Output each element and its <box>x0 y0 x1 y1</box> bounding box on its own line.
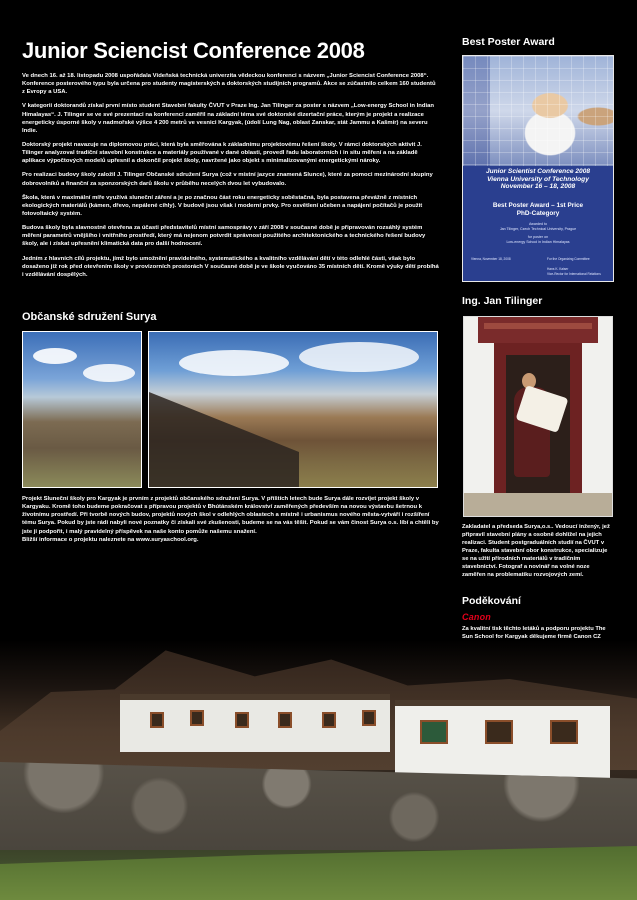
poster-for: for poster on <box>527 235 549 239</box>
window <box>420 720 448 744</box>
poster-award <box>463 202 613 218</box>
mountain-shadow <box>149 392 299 488</box>
award-title: Best Poster Award <box>462 36 555 48</box>
section-title-surya: Občanské sdružení Surya <box>22 311 157 323</box>
poster-award-line: Best Poster Award – 1st Price <box>492 202 584 209</box>
article-paragraph: Pro realizaci budovy školy založil J. Tilinger Občanské sdružení Surya (což v místní jazyce znamená Slunce), které za pomoci mezinárodní skupiny dobrovolníků a finanční za sponzorských darů školu v průběhu necelých dvou let vybudovalo. <box>22 172 433 187</box>
door-lintel <box>478 317 598 343</box>
poster-grid <box>463 56 613 166</box>
thanks-text: Za kvalitní tisk těchto letáků a podporu projektu The Sun School for Kargyak děkujeme firmě Canon CZ <box>462 626 606 640</box>
article-body <box>22 72 440 285</box>
poster-place-date: Vienna, November 18, 2008 <box>471 257 511 261</box>
window <box>278 712 292 728</box>
cloud-shape <box>179 350 289 376</box>
poster-event-line: Junior Scientist Conference 2008 <box>485 168 591 175</box>
poster-event-line: Vienna University of Technology <box>487 175 589 183</box>
stone-steps <box>464 493 612 517</box>
door-lintel <box>484 323 592 329</box>
poster-topic: Low-energy School in Indian Himalayas <box>506 240 570 244</box>
article-paragraph: Škola, která v maximální míře využívá sluneční záření a je po značnou část roku energeticky soběstačná, byla postavena převážně z místních ekologických materiálů (kámen, dřevo, nepálené cihly). V budově jsou však i moderní prvky. Pro osvětlení učeben a napájení počítačů je použit fotovoltaický systém. <box>22 194 423 217</box>
article-paragraph: Doktorský projekt navazuje na diplomovou práci, která byla směřována k základnímu projektovému řešení školy. V rámci doktorských aktivit J. Tilinger analyzoval tradiční stavební konstrukce a materiály používané v dané oblasti, provedl řadu laboratorních i in situ měření a na základě aplikace výpočtových modelů upřesnil a dokončil projekt školy, navržené jako objekt s minimalizovanými energetickými nároky. <box>22 141 422 165</box>
person-title: Ing. Jan Tilinger <box>462 295 543 307</box>
window <box>322 712 336 728</box>
cloud-shape <box>299 342 419 372</box>
surya-paragraph: Projekt Sluneční školy pro Kargyak je prvním z projektů občanského sdružení Surya. V příštích letech bude Surya dále rozvíjet projekt školy v Kargyaku. Kromě toho budeme pokračovat s přípravou projektů v Bhútánském království zaměřených především na novou výstavbu šetrnou k životnímu prostředí. Při tvorbě nových budov, projektů nových škol v odlehlých oblastech a místně i urbanismus nového města-vytváří i rozšíření tému Surya. Pokud by jste rádi nabyli nové poznatky či získali své zkušenosti, budeme se na vás těšit. Pokud se vám činost Surya o.s. líbí a chtěli by jste ji podpořit, i malý pravidelný příspěvek na naše konto pomůže našemu snažení. Bližší informace o projektu naleznete na www.suryaschool.org. <box>22 496 439 543</box>
thanks-title: Poděkování <box>462 595 521 607</box>
window <box>150 712 164 728</box>
wall <box>582 317 612 517</box>
award-certificate <box>462 55 614 282</box>
wall <box>464 317 494 517</box>
poster-awardee: Jan Tilinger, Czech Technical University, Prague <box>499 227 577 231</box>
article-paragraph: Ve dnech 16. až 18. listopadu 2008 uspořádala Vídeňská technická univerzita vědeckou konferenci s názvem „Junior Sciencist Conference 2008“. Konference posterového typu byla určena pro studenty magisterských a doktorských studijních programů. Akce se zúčastnilo celkem 160 studentů z Evropy a USA. <box>22 73 436 96</box>
article-paragraph: V kategorii doktorandů získal první místo student Stavební fakulty ČVUT v Praze Ing. Jan Tilinger za poster s názvem „Low-energy School in Indian Himalayas“. J. Tilinger se ve své prezentaci na konferenci zaměřil na základní téma své doktorské dizertační práce, kterým je projekt a realizace energeticky úsporné školy v nadmořské výšce 4 200 metrů ve vesnici Kargyak, (údolí Lung Nag, oblast Zanskar, stát Jammu a Kašmír) na severu Indie. <box>22 103 434 134</box>
valley-photo <box>22 331 142 488</box>
poster-signer-role: Vice-Rector for International Relations <box>547 272 601 276</box>
window <box>485 720 513 744</box>
poster-event <box>463 168 613 191</box>
poster-award-line: PhD-Category <box>516 210 560 217</box>
poster-awarded-to: Awarded to <box>528 222 548 226</box>
mountain-photo <box>148 331 438 488</box>
cloud-shape <box>83 364 135 382</box>
poster-event-line: November 16 – 18, 2008 <box>500 183 576 191</box>
person-photo <box>463 316 613 517</box>
school-photo <box>0 640 637 900</box>
window <box>550 720 578 744</box>
canon-logo: Canon <box>462 612 491 622</box>
cloud-shape <box>33 348 77 364</box>
poster-signer: Hans K. Kaiser <box>547 267 569 271</box>
window <box>362 710 376 726</box>
article-paragraph: Jedním z hlavních cílů projektu, jímž bylo umožnění pravidelného, systematického a kvalitního vzdělávání dětí v této odlehlé části, však bylo dosaženo již rok před otevřením školy v provizorních prostorách V současné době je ve škole vyučováno 35 místních dětí. Kromě výuky dětí probíhá i vzdělávání dospělých. <box>22 255 439 278</box>
poster-committee: For the Organizing Committee <box>547 257 590 261</box>
window <box>190 710 204 726</box>
window <box>235 712 249 728</box>
page-title: Junior Sciencist Conference 2008 <box>22 38 365 63</box>
article-paragraph: Budova školy byla slavnostně otevřena za účasti představitelů místní samosprávy v září 2008 v současné době je připravován rozsáhlý systém měření parametrů vnějšího i vnitřního prostředí, který má nejenom potvrdit správnost použitého architektonického a technického řešení budovy školy, ale i získat upřesnění klimatická data pro další hodnocení. <box>22 225 426 248</box>
person-bio: Zakladatel a předseda Surya,o.s.. Vedoucí inženýr, jež připravil stavební plány a osobně dohlížel na jejich realizaci. Student postgraduálních studií na ČVUT v Praze, fakulta stavební obor konstrukce, specializuje se na užití přírodních materiálů v tradičním stavebnictví. Fotograf a novinář na volné noze zaměřen na problematiku rozvojových zemí. <box>462 524 610 578</box>
